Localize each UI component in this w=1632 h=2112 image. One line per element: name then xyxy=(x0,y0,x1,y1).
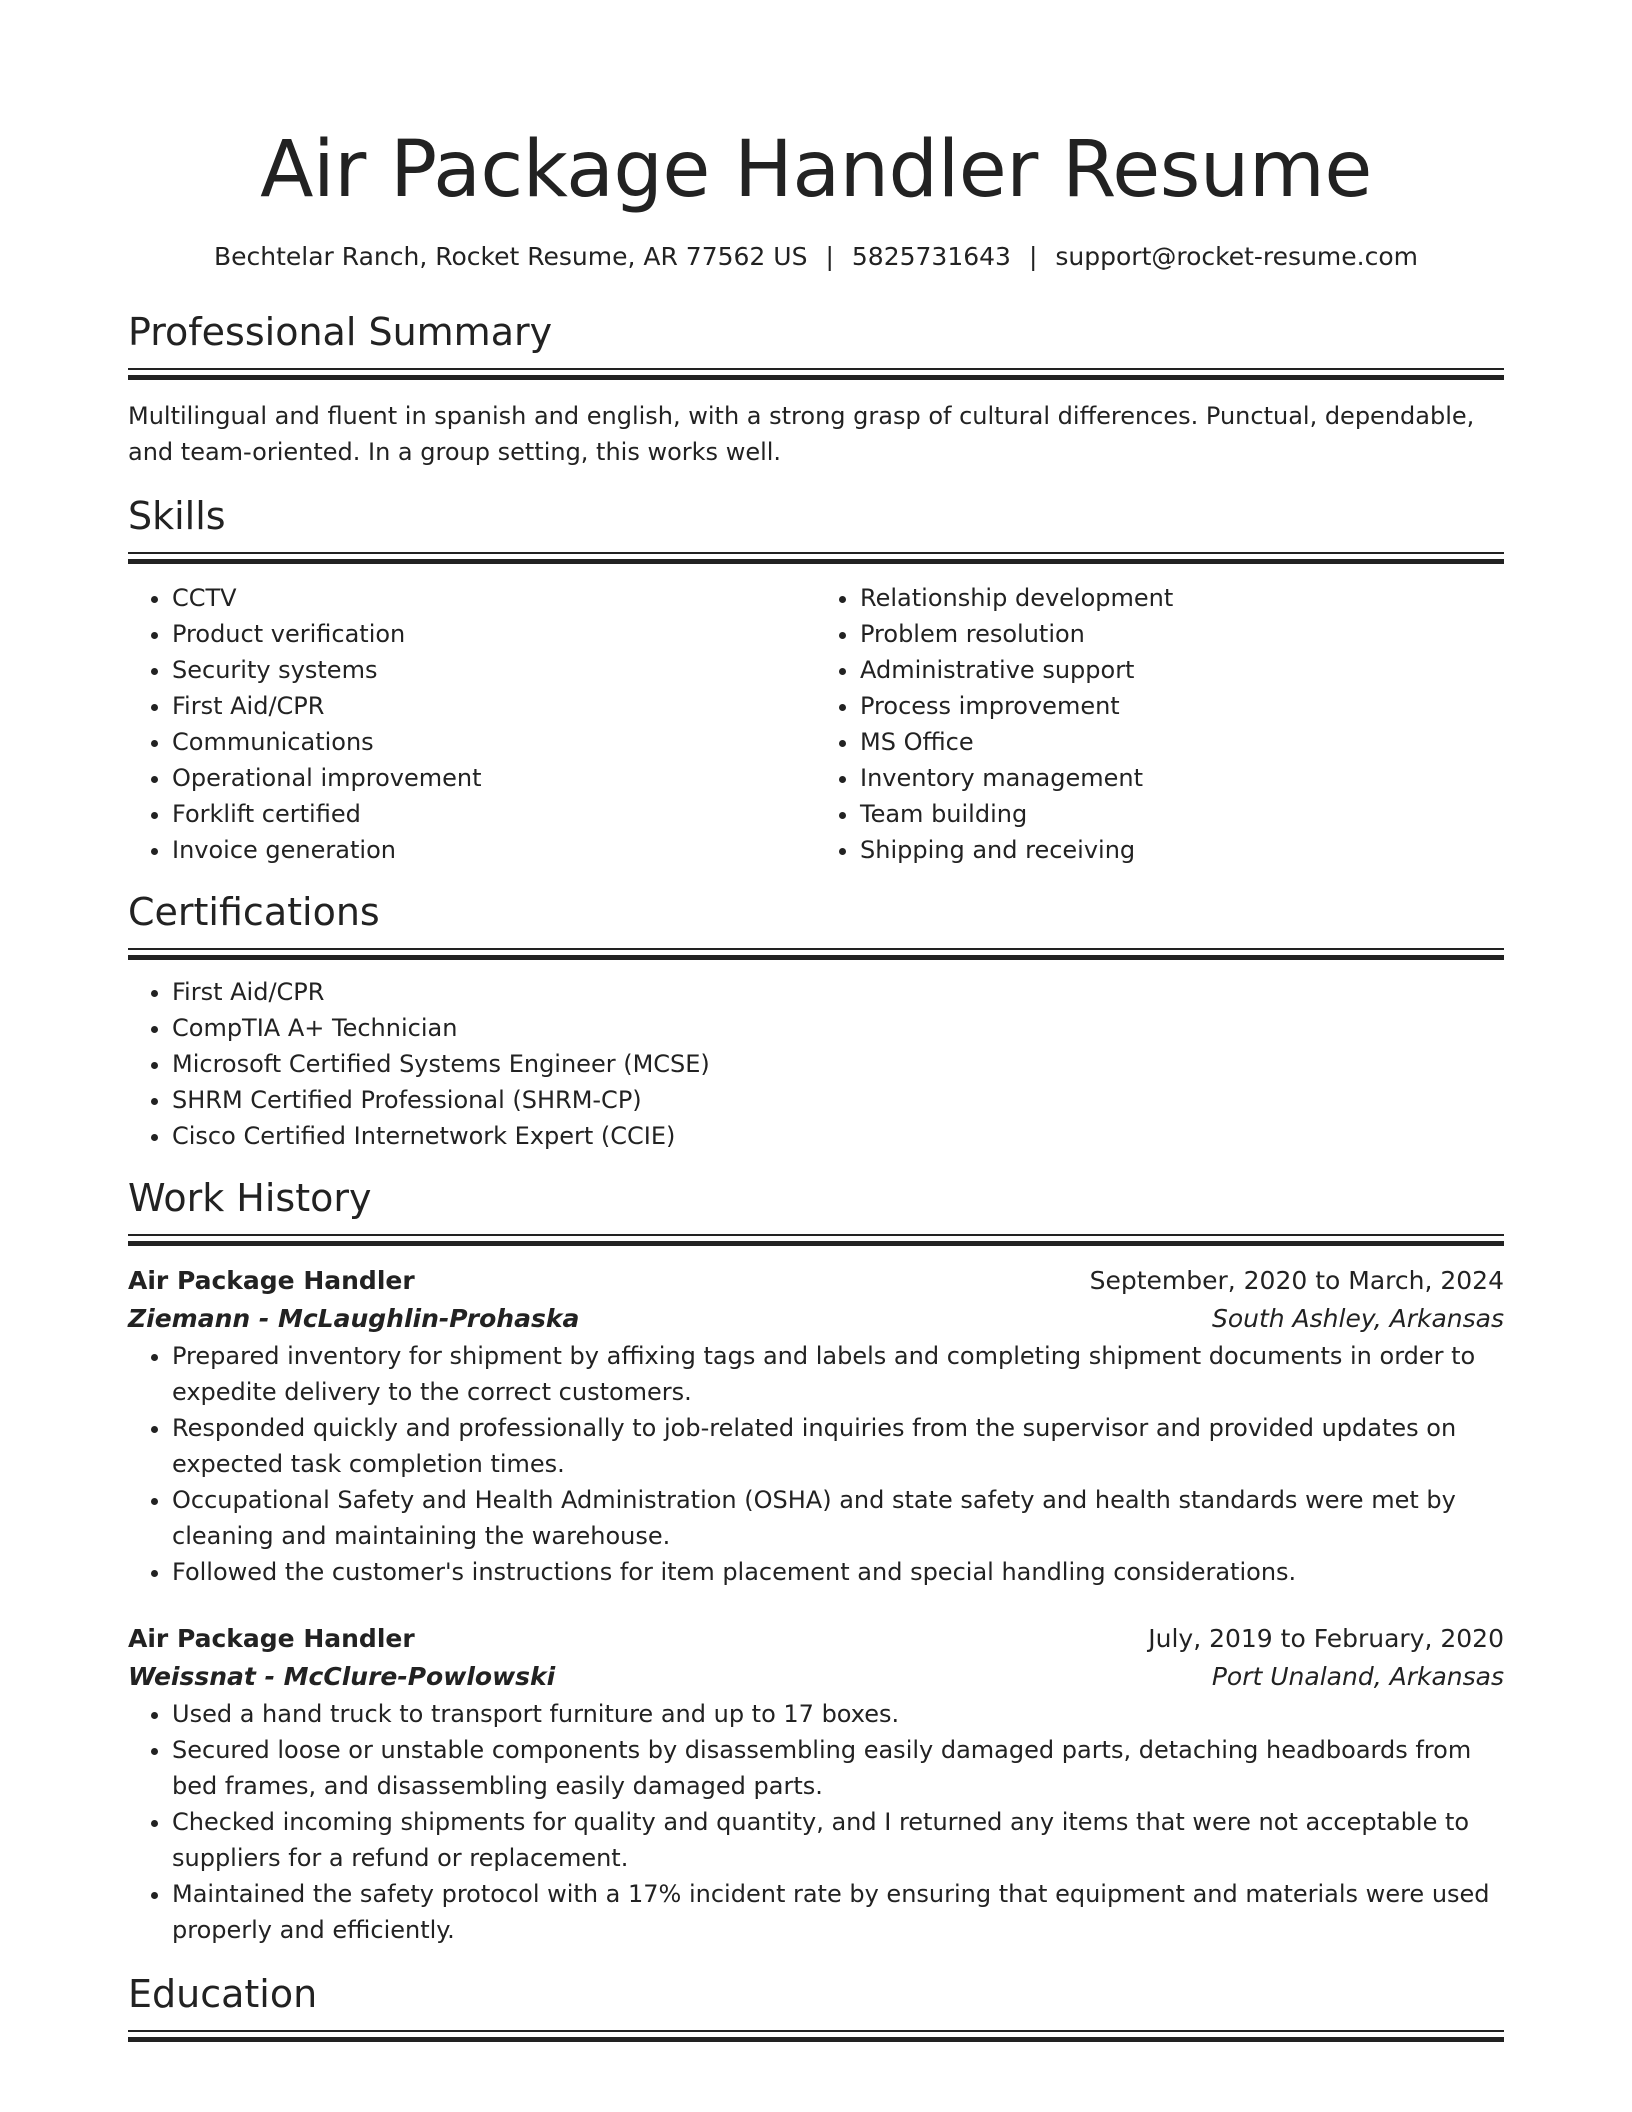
job-header xyxy=(128,1620,1504,1658)
skill-item: • Forklift certified xyxy=(172,796,816,832)
job-title: Air Package Handler xyxy=(128,1266,415,1295)
job-duties-list xyxy=(128,1696,1504,1948)
skill-item: • Relationship development xyxy=(860,580,1504,616)
skills-column-left xyxy=(128,580,816,868)
section-heading-skills: Skills xyxy=(128,494,226,538)
certifications-section xyxy=(128,888,1504,1154)
job-location: Port Unaland, Arkansas xyxy=(1211,1662,1504,1691)
skill-item: • Communications xyxy=(172,724,816,760)
skill-item: • First Aid/CPR xyxy=(172,688,816,724)
job-duty-item: • Used a hand truck to transport furniture and up to 17 boxes. xyxy=(172,1696,1504,1732)
certification-item: • Microsoft Certified Systems Engineer (MCSE) xyxy=(172,1046,1504,1082)
job-duty-item: • Maintained the safety protocol with a 17% incident rate by ensuring that equipment and materials were used properly and efficiently. xyxy=(172,1876,1504,1948)
skills-list-left xyxy=(128,580,816,868)
education-section xyxy=(128,1970,1504,2042)
skill-item: • Product verification xyxy=(172,616,816,652)
job-duty-item: • Responded quickly and professionally to job-related inquiries from the supervisor and provided updates on expected task completion times. xyxy=(172,1410,1504,1482)
section-heading-education: Education xyxy=(128,1972,318,2016)
job-header xyxy=(128,1262,1504,1300)
job-subheader xyxy=(128,1300,1504,1338)
section-divider xyxy=(128,1234,1504,1246)
skill-item: • MS Office xyxy=(860,724,1504,760)
resume-title: Air Package Handler Resume xyxy=(260,125,1372,215)
section-divider xyxy=(128,368,1504,380)
job-duty-item: • Occupational Safety and Health Administration (OSHA) and state safety and health standards were met by cleaning and maintaining the warehouse. xyxy=(172,1482,1504,1554)
job-company: Ziemann - McLaughlin-Prohaska xyxy=(128,1304,580,1333)
contact-line xyxy=(128,240,1504,274)
section-heading-work-history: Work History xyxy=(128,1176,372,1220)
job-dates: July, 2019 to February, 2020 xyxy=(1148,1624,1504,1653)
section-heading-certifications: Certifications xyxy=(128,890,380,934)
contact-address: Bechtelar Ranch, Rocket Resume, AR 77562 US xyxy=(213,242,808,271)
skill-item: • Team building xyxy=(860,796,1504,832)
skill-item: • Process improvement xyxy=(860,688,1504,724)
skills-grid xyxy=(128,580,1504,868)
section-divider xyxy=(128,2030,1504,2042)
work-history-section xyxy=(128,1174,1504,1948)
section-divider xyxy=(128,552,1504,564)
section-divider xyxy=(128,948,1504,960)
contact-separator: | xyxy=(1028,242,1038,271)
contact-email: support@rocket-resume.com xyxy=(1055,242,1418,271)
job-duty-item: • Prepared inventory for shipment by affixing tags and labels and completing shipment documents in order to expedite delivery to the correct customers. xyxy=(172,1338,1504,1410)
skills-column-right xyxy=(816,580,1504,868)
job-duty-item: • Followed the customer's instructions for item placement and special handling considerations. xyxy=(172,1554,1504,1590)
skills-section xyxy=(128,492,1504,868)
skill-item: • Operational improvement xyxy=(172,760,816,796)
job-subheader xyxy=(128,1658,1504,1696)
job-duty-item: • Checked incoming shipments for quality and quantity, and I returned any items that were not acceptable to suppliers for a refund or replacement. xyxy=(172,1804,1504,1876)
summary-text: Multilingual and fluent in spanish and english, with a strong grasp of cultural differences. Punctual, dependable, and team-oriented. In a group setting, this works well. xyxy=(128,402,1475,466)
certification-item: • First Aid/CPR xyxy=(172,974,1504,1010)
skill-item: • Shipping and receiving xyxy=(860,832,1504,868)
certifications-list xyxy=(128,974,1504,1154)
job-duty-item: • Secured loose or unstable components by disassembling easily damaged parts, detaching headboards from bed frames, and disassembling easily damaged parts. xyxy=(172,1732,1504,1804)
skills-list-right xyxy=(816,580,1504,868)
certification-item: • SHRM Certified Professional (SHRM-CP) xyxy=(172,1082,1504,1118)
skill-item: • Security systems xyxy=(172,652,816,688)
summary-section xyxy=(128,308,1504,470)
skill-item: • Administrative support xyxy=(860,652,1504,688)
skill-item: • Invoice generation xyxy=(172,832,816,868)
job-entry xyxy=(128,1620,1504,1948)
job-title: Air Package Handler xyxy=(128,1624,415,1653)
section-heading-summary: Professional Summary xyxy=(128,310,553,354)
job-entry xyxy=(128,1262,1504,1590)
skill-item: • Inventory management xyxy=(860,760,1504,796)
job-dates: September, 2020 to March, 2024 xyxy=(1089,1266,1504,1295)
skill-item: • CCTV xyxy=(172,580,816,616)
job-company: Weissnat - McClure-Powlowski xyxy=(128,1662,556,1691)
certification-item: • CompTIA A+ Technician xyxy=(172,1010,1504,1046)
contact-separator: | xyxy=(825,242,834,271)
certification-item: • Cisco Certified Internetwork Expert (CCIE) xyxy=(172,1118,1504,1154)
job-duties-list xyxy=(128,1338,1504,1590)
job-location: South Ashley, Arkansas xyxy=(1211,1304,1504,1333)
contact-phone: 5825731643 xyxy=(851,242,1011,271)
skill-item: • Problem resolution xyxy=(860,616,1504,652)
